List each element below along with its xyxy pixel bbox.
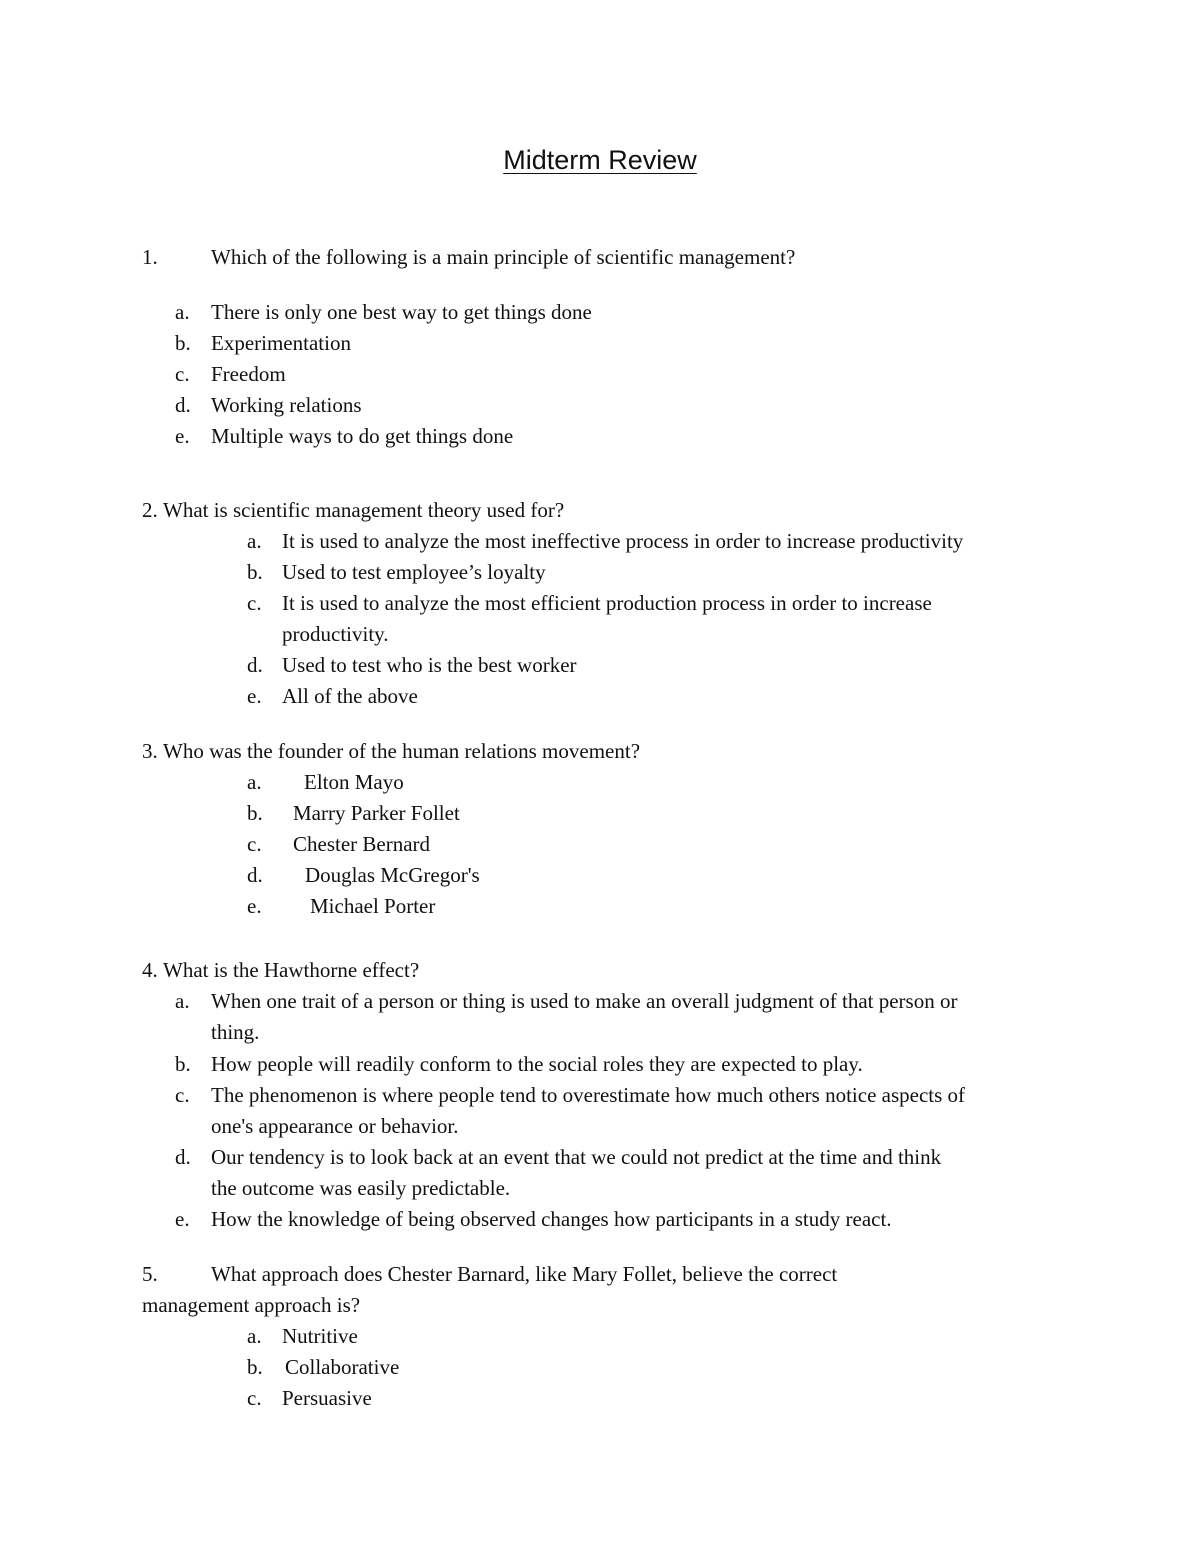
option-text: Marry Parker Follet — [293, 801, 460, 825]
option-letter: a. — [247, 770, 262, 794]
option-letter: b. — [247, 1355, 263, 1379]
option-text: Multiple ways to do get things done — [211, 424, 514, 448]
option-text: Freedom — [211, 362, 286, 386]
option-text: Working relations — [211, 393, 362, 417]
question-text: Which of the following is a main principle of scientific management? — [211, 245, 796, 269]
option-text: Chester Bernard — [293, 832, 431, 856]
option-letter: e. — [247, 684, 262, 708]
page-title: Midterm Review — [503, 145, 697, 175]
option-text: The phenomenon is where people tend to overestimate how much others notice aspects of — [211, 1083, 966, 1107]
option-text: Used to test employee’s loyalty — [282, 560, 546, 584]
option-text: Elton Mayo — [304, 770, 404, 794]
option-letter: b. — [175, 331, 191, 355]
question-number: 2. — [142, 498, 158, 522]
option-text: Douglas McGregor's — [305, 863, 480, 887]
option-letter: b. — [175, 1052, 191, 1076]
option-text: Our tendency is to look back at an event that we could not predict at the time and think — [211, 1145, 942, 1169]
question-text: What is scientific management theory used for? — [163, 498, 565, 522]
option-letter: d. — [175, 393, 191, 417]
option-text: Experimentation — [211, 331, 351, 355]
question-number: 3. — [142, 739, 158, 763]
option-letter: c. — [247, 1386, 262, 1410]
option-text: productivity. — [282, 622, 389, 646]
option-letter: e. — [175, 1207, 190, 1231]
option-text: All of the above — [282, 684, 418, 708]
option-text: There is only one best way to get things done — [211, 300, 592, 324]
question-text: What approach does Chester Barnard, like Mary Follet, believe the correct — [211, 1262, 838, 1286]
option-letter: a. — [175, 989, 190, 1013]
option-text: It is used to analyze the most ineffective process in order to increase productivity — [282, 529, 964, 553]
option-letter: e. — [175, 424, 190, 448]
option-text: Collaborative — [285, 1355, 400, 1379]
option-text: How people will readily conform to the social roles they are expected to play. — [211, 1052, 863, 1076]
option-text: When one trait of a person or thing is used to make an overall judgment of that person or — [211, 989, 958, 1013]
option-text: Michael Porter — [310, 894, 436, 918]
option-letter: b. — [247, 560, 263, 584]
option-text: Nutritive — [282, 1324, 358, 1348]
option-text: the outcome was easily predictable. — [211, 1176, 511, 1200]
option-letter: e. — [247, 894, 262, 918]
question-number: 4. — [142, 958, 158, 982]
option-text: It is used to analyze the most efficient production process in order to increase — [282, 591, 932, 615]
option-letter: c. — [175, 1083, 190, 1107]
question-number: 5. — [142, 1262, 158, 1286]
option-letter: b. — [247, 801, 263, 825]
option-letter: c. — [247, 832, 262, 856]
option-letter: d. — [247, 863, 263, 887]
option-letter: a. — [247, 529, 262, 553]
question-number: 1. — [142, 245, 158, 269]
question-text: management approach is? — [142, 1293, 361, 1317]
option-text: How the knowledge of being observed changes how participants in a study react. — [211, 1207, 892, 1231]
option-text: Persuasive — [282, 1386, 372, 1410]
option-letter: c. — [247, 591, 262, 615]
option-letter: a. — [247, 1324, 262, 1348]
option-letter: a. — [175, 300, 190, 324]
option-letter: d. — [175, 1145, 191, 1169]
question-text: Who was the founder of the human relations movement? — [163, 739, 641, 763]
option-text: one's appearance or behavior. — [211, 1114, 459, 1138]
option-letter: d. — [247, 653, 263, 677]
question-text: What is the Hawthorne effect? — [163, 958, 420, 982]
option-letter: c. — [175, 362, 190, 386]
option-text: thing. — [211, 1020, 260, 1044]
option-text: Used to test who is the best worker — [282, 653, 577, 677]
